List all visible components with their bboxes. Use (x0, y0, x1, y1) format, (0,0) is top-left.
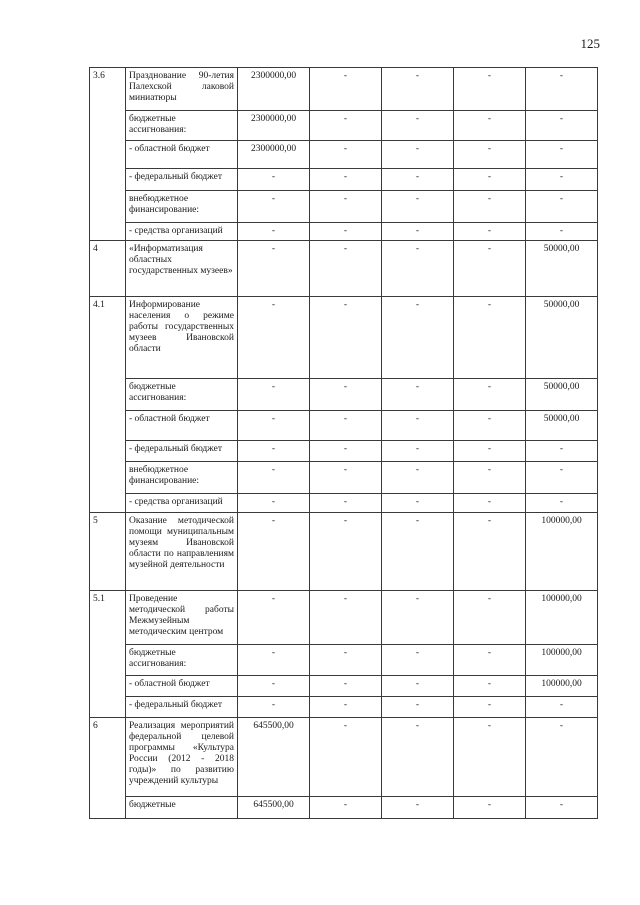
row-value-1: - (238, 191, 310, 223)
row-value-2: - (310, 191, 382, 223)
table-row (90, 718, 598, 797)
table-row (90, 676, 598, 697)
row-value-2: - (310, 591, 382, 645)
row-value-1: - (238, 241, 310, 297)
row-number: 6 (90, 718, 126, 819)
page-number: 125 (580, 36, 600, 51)
row-description: - средства организаций (126, 494, 238, 513)
row-value-3: - (382, 591, 454, 645)
row-value-4: - (454, 191, 526, 223)
row-value-2: - (310, 241, 382, 297)
table-row (90, 141, 598, 169)
row-value-4: - (454, 797, 526, 819)
table-row (90, 645, 598, 676)
table-row (90, 462, 598, 494)
row-description: Информирование населения о режиме работы государственных музеев Ивановской области (126, 297, 238, 379)
row-description: - средства организаций (126, 223, 238, 241)
row-value-3: - (382, 191, 454, 223)
row-value-4: - (454, 645, 526, 676)
row-value-3: - (382, 441, 454, 462)
table-row (90, 191, 598, 223)
row-value-1: - (238, 169, 310, 191)
row-value-5: - (526, 494, 598, 513)
row-description: - областной бюджет (126, 411, 238, 441)
row-description: - федеральный бюджет (126, 697, 238, 718)
row-description: - федеральный бюджет (126, 441, 238, 462)
row-value-4: - (454, 223, 526, 241)
row-description: - областной бюджет (126, 141, 238, 169)
row-value-1: - (238, 697, 310, 718)
row-value-1: 2300000,00 (238, 68, 310, 111)
table-row (90, 241, 598, 297)
row-value-2: - (310, 223, 382, 241)
row-value-1: - (238, 297, 310, 379)
row-value-5: 100000,00 (526, 591, 598, 645)
row-description: - областной бюджет (126, 676, 238, 697)
row-value-2: - (310, 494, 382, 513)
row-description: внебюджетное финансирование: (126, 462, 238, 494)
row-description: - федеральный бюджет (126, 169, 238, 191)
row-value-4: - (454, 111, 526, 141)
row-value-1: 2300000,00 (238, 141, 310, 169)
row-description: внебюджетное финансирование: (126, 191, 238, 223)
row-description: «Информатизация областных государственных музеев» (126, 241, 238, 297)
row-value-2: - (310, 697, 382, 718)
row-value-2: - (310, 513, 382, 591)
budget-table (89, 67, 598, 819)
row-value-4: - (454, 297, 526, 379)
row-value-3: - (382, 645, 454, 676)
row-value-5: - (526, 441, 598, 462)
row-value-3: - (382, 297, 454, 379)
row-description: Оказание методической помощи муниципальным музеям Ивановской области по направлениям музейной деятельности (126, 513, 238, 591)
table-row (90, 697, 598, 718)
row-description: Празднование 90-летия Палехской лаковой миниатюры (126, 68, 238, 111)
row-value-3: - (382, 797, 454, 819)
row-value-4: - (454, 441, 526, 462)
row-number: 5 (90, 513, 126, 591)
table-row (90, 513, 598, 591)
row-value-5: 100000,00 (526, 513, 598, 591)
row-value-5: - (526, 697, 598, 718)
row-value-4: - (454, 718, 526, 797)
row-value-5: - (526, 111, 598, 141)
row-value-3: - (382, 141, 454, 169)
row-value-1: - (238, 645, 310, 676)
row-value-5: 50000,00 (526, 241, 598, 297)
row-value-3: - (382, 411, 454, 441)
row-value-2: - (310, 297, 382, 379)
row-value-3: - (382, 697, 454, 718)
row-value-3: - (382, 223, 454, 241)
row-number: 4.1 (90, 297, 126, 513)
row-value-2: - (310, 676, 382, 697)
row-number: 4 (90, 241, 126, 297)
row-value-3: - (382, 379, 454, 411)
table-row (90, 223, 598, 241)
row-value-4: - (454, 241, 526, 297)
row-value-4: - (454, 68, 526, 111)
row-value-2: - (310, 462, 382, 494)
row-value-1: - (238, 676, 310, 697)
table-row (90, 111, 598, 141)
row-value-3: - (382, 68, 454, 111)
table-row (90, 411, 598, 441)
row-value-5: - (526, 718, 598, 797)
row-value-4: - (454, 411, 526, 441)
row-value-5: - (526, 141, 598, 169)
row-value-3: - (382, 462, 454, 494)
row-value-2: - (310, 141, 382, 169)
row-value-3: - (382, 494, 454, 513)
row-value-5: 100000,00 (526, 676, 598, 697)
row-value-2: - (310, 111, 382, 141)
table-row (90, 441, 598, 462)
table-row (90, 169, 598, 191)
row-value-3: - (382, 718, 454, 797)
row-value-1: - (238, 441, 310, 462)
row-value-5: 50000,00 (526, 411, 598, 441)
row-value-2: - (310, 797, 382, 819)
table-row (90, 591, 598, 645)
row-value-1: 2300000,00 (238, 111, 310, 141)
row-value-3: - (382, 676, 454, 697)
row-value-4: - (454, 676, 526, 697)
row-value-2: - (310, 169, 382, 191)
row-description: Проведение методической работы Межмузейным методическим центром (126, 591, 238, 645)
row-number: 3.6 (90, 68, 126, 241)
row-value-1: 645500,00 (238, 718, 310, 797)
row-description: Реализация мероприятий федеральной целевой программы «Культура России (2012 - 2018 годы)» по развитию учреждений культуры (126, 718, 238, 797)
row-description: бюджетные (126, 797, 238, 819)
table-row (90, 797, 598, 819)
row-value-4: - (454, 141, 526, 169)
row-value-3: - (382, 513, 454, 591)
row-value-5: - (526, 462, 598, 494)
row-value-1: - (238, 494, 310, 513)
row-value-4: - (454, 494, 526, 513)
row-value-4: - (454, 697, 526, 718)
row-value-5: - (526, 223, 598, 241)
row-value-1: - (238, 591, 310, 645)
row-value-1: - (238, 513, 310, 591)
row-description: бюджетные ассигнования: (126, 111, 238, 141)
row-value-2: - (310, 718, 382, 797)
row-number: 5.1 (90, 591, 126, 718)
table-row (90, 379, 598, 411)
row-value-4: - (454, 169, 526, 191)
row-value-1: - (238, 462, 310, 494)
row-value-2: - (310, 379, 382, 411)
row-value-1: 645500,00 (238, 797, 310, 819)
row-value-2: - (310, 68, 382, 111)
row-value-5: 100000,00 (526, 645, 598, 676)
row-value-3: - (382, 111, 454, 141)
row-value-1: - (238, 411, 310, 441)
row-value-5: - (526, 797, 598, 819)
row-value-5: - (526, 169, 598, 191)
row-value-2: - (310, 411, 382, 441)
row-value-4: - (454, 379, 526, 411)
row-value-1: - (238, 223, 310, 241)
row-value-5: 50000,00 (526, 297, 598, 379)
table-row (90, 494, 598, 513)
row-value-4: - (454, 591, 526, 645)
row-description: бюджетные ассигнования: (126, 645, 238, 676)
row-value-3: - (382, 241, 454, 297)
row-value-4: - (454, 462, 526, 494)
row-value-5: - (526, 68, 598, 111)
row-value-4: - (454, 513, 526, 591)
row-value-3: - (382, 169, 454, 191)
table-row (90, 68, 598, 111)
row-value-5: 50000,00 (526, 379, 598, 411)
row-value-2: - (310, 645, 382, 676)
row-value-5: - (526, 191, 598, 223)
row-description: бюджетные ассигнования: (126, 379, 238, 411)
row-value-1: - (238, 379, 310, 411)
row-value-2: - (310, 441, 382, 462)
table-row (90, 297, 598, 379)
